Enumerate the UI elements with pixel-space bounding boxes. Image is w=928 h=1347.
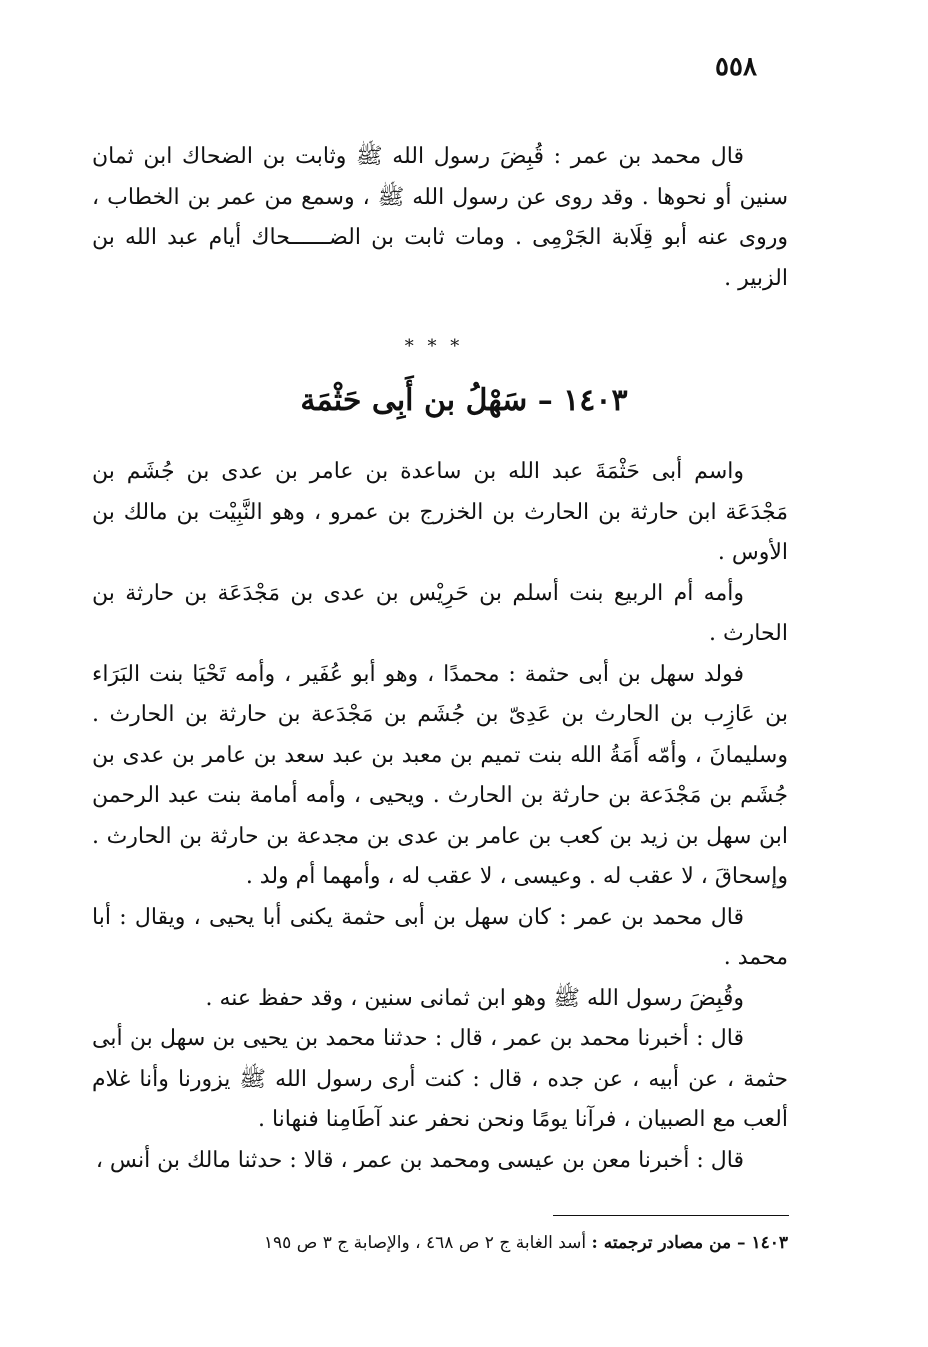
footnote-lead: ١٤٠٣ – من مصادر ترجمته : <box>591 1233 788 1253</box>
entry-heading: ١٤٠٣ – سَهْلُ بن أَبِى حَثْمَة <box>300 383 628 418</box>
paragraph: قال : أخبرنا محمد بن عمر ، قال : حدثنا محمد بن يحيى بن سهل بن أبى حثمة ، عن أبيه ، عن جده ، قال : كنت أرى رسول الله ﷺ يزورنا وأنا غلام ألعب مع الصبيان ، فرآنا يومًا ونحن نحفر عند آطَامِنا فنهانا . <box>92 1026 788 1132</box>
page-number: ٥٥٨ <box>715 52 757 82</box>
paragraph: وقُبِضَ رسول الله ﷺ وهو ابن ثمانى سنين ، وقد حفظ عنه . <box>205 985 744 1011</box>
entry-text-block <box>92 452 788 1181</box>
paragraph: قال : أخبرنا معن بن عيسى ومحمد بن عمر ، قالا : حدثنا مالك بن أنس ، <box>95 1147 744 1173</box>
intro-text-block <box>92 137 788 299</box>
paragraph: واسم أبى حَثْمَةَ عبد الله بن ساعدة بن عامر بن عدى بن جُشَم بن مَجْدَعَة ابن حارثة بن الحارث بن الخزرج بن عمرو ، وهو النَّبِيْت بن مالك بن الأوس . <box>92 459 789 565</box>
section-separator: * * * <box>404 336 464 357</box>
paragraph: قال محمد بن عمر : كان سهل بن أبى حثمة يكنى أبا يحيى ، ويقال : أبا محمد . <box>92 904 788 970</box>
paragraph: وأمه أم الربيع بنت أسلم بن حَرِيْس بن عدى بن مَجْدَعَة بن حارثة بن الحارث . <box>92 580 788 646</box>
paragraph: قال محمد بن عمر : قُبِضَ رسول الله ﷺ وثابت بن الضحاك ابن ثمان سنين أو نحوها . وقد روى عن رسول الله ﷺ ، وسمع من عمر بن الخطاب ، وروى عنه أبو قِلَابة الجَرْمِى . ومات ثابت بن الضــــــحاك أيام عبد الله بن الزبير . <box>92 144 788 291</box>
footnote-divider <box>553 1215 789 1216</box>
footnote <box>92 1230 788 1256</box>
paragraph: فولد سهل بن أبى حثمة : محمدًا ، وهو أبو عُفَير ، وأمه تَحْيَا بنت البَرَاء بن عَازِب بن الحارث بن عَدِىّ بن جُشَم بن مَجْدَعة بن حارثة بن الحارث . وسليمانَ ، وأمّه أَمَةُ الله بنت تميم بن معبد بن عبد سعد بن عامر بن عدى بن جُشَم بن مَجْدَعة بن حارثة بن الحارث . ويحيى ، وأمه أمامة بنت عبد الرحمن ابن سهل بن زيد بن كعب بن عامر بن عدى بن مجدعة بن حارثة بن الحارث . وإسحاقَ ، لا عقب له . وعيسى ، لا عقب له ، وأمهما أم ولد . <box>92 661 788 889</box>
footnote-text: أسد الغابة ج ٢ ص ٤٦٨ ، والإصابة ج ٣ ص ١٩٥ <box>263 1233 592 1253</box>
